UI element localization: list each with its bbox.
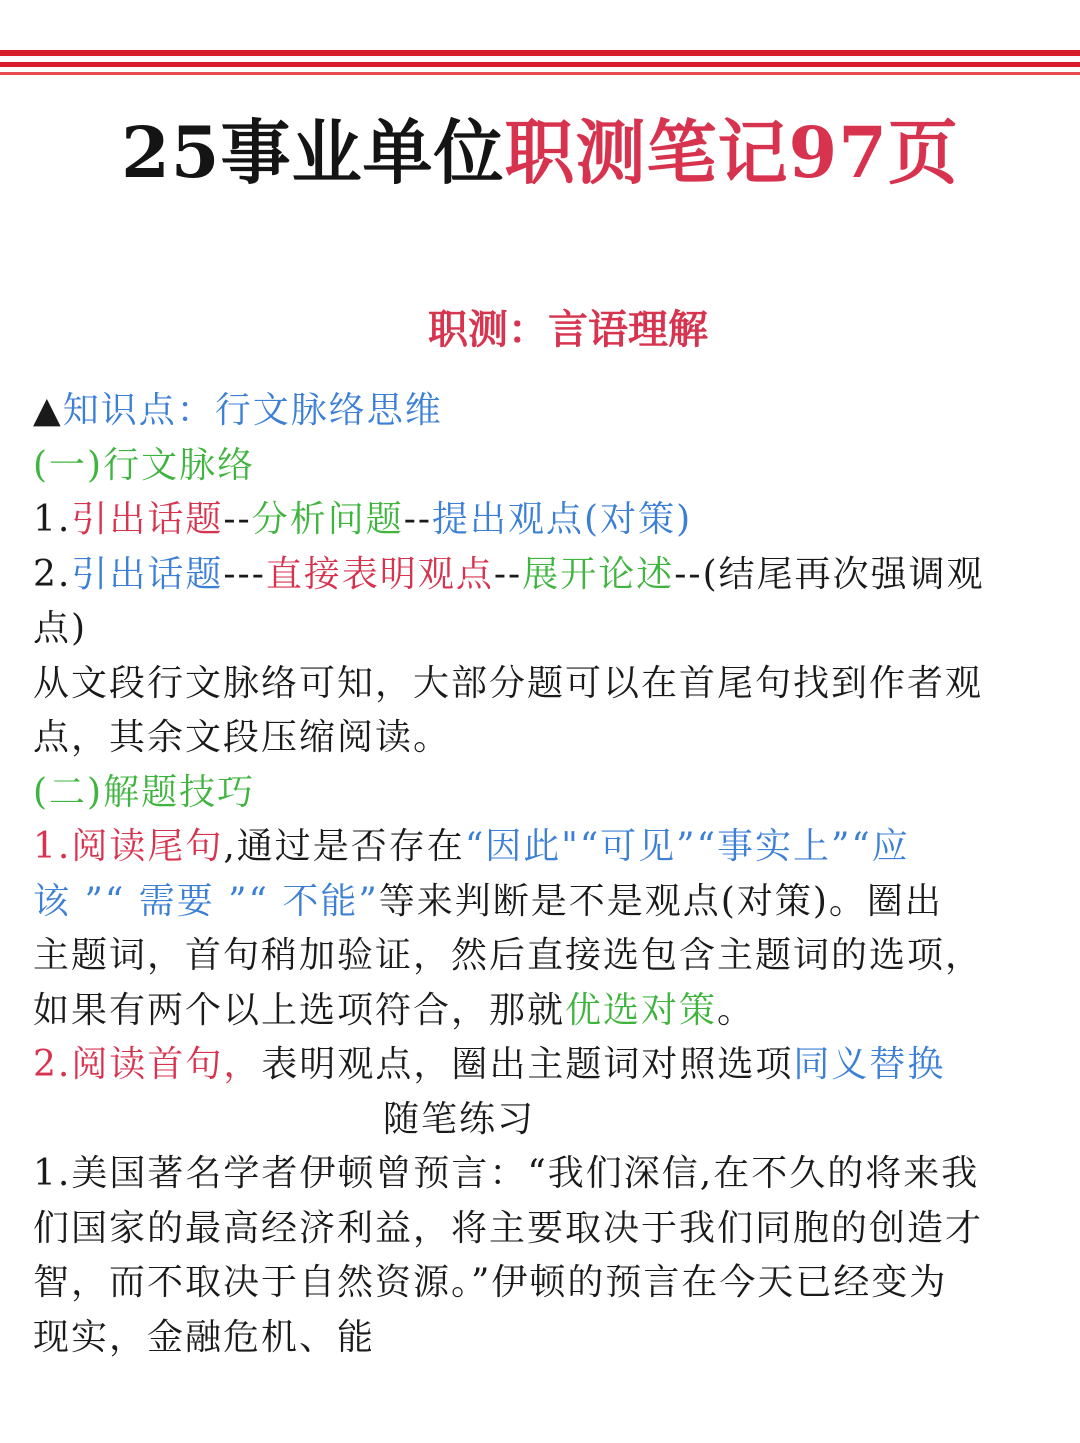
step-state-view: 直接表明观点	[265, 553, 494, 595]
tip2-lead: 2.阅读首句，	[33, 1044, 262, 1085]
tip1-line4	[33, 984, 1048, 1039]
practice-text-line: 智，而不取决于自然资源。”伊顿的预言在今天已经变为	[33, 1262, 948, 1303]
tip1-line2	[33, 875, 1048, 930]
note-content	[33, 384, 1048, 1365]
section1-heading: (一)行文脉络	[33, 444, 256, 486]
tip1-text: ,通过是否存在	[223, 826, 465, 867]
separator: --	[403, 499, 433, 540]
tip1-text: 等来判断是不是观点(对策)。圈出	[378, 880, 943, 922]
summary-line: 点，其余文段压缩阅读。	[33, 717, 452, 758]
top-red-bar	[0, 72, 1080, 75]
section2-heading: (二)解题技巧	[33, 771, 256, 813]
top-red-bar	[0, 50, 1080, 56]
knowledge-point-line	[33, 384, 1048, 439]
tip1-text: 。	[717, 989, 756, 1031]
structure-item-2	[33, 548, 1048, 603]
tip1-keywords: “因此"“可见”“事实上”“应	[464, 826, 910, 867]
page-title	[0, 108, 1080, 198]
tip1-line1	[33, 820, 1048, 875]
practice-text-line: 1.美国著名学者伊顿曾预言：“我们深信,在不久的将来我	[33, 1153, 980, 1194]
tip1-line3: 主题词，首句稍加验证，然后直接选包含主题词的选项，	[33, 935, 984, 976]
tip1-keywords: 该 ”“ 需要 ”“ 不能”	[33, 880, 379, 922]
tip1-lead: 1.阅读尾句	[33, 826, 224, 867]
summary-line: 从文段行文脉络可知，大部分题可以在首尾句找到作者观	[33, 662, 984, 704]
practice-text-line: 们国家的最高经济利益，将主要取决于我们同胞的创造才	[33, 1207, 984, 1249]
triangle-marker-icon: ▲	[33, 390, 63, 431]
tip2-keyword: 同义替换	[793, 1044, 946, 1085]
step-propose-view: 提出观点(对策)	[432, 499, 693, 540]
step-elaborate: 展开论述	[522, 553, 675, 595]
step-conclusion: --(结尾再次强调观	[674, 553, 985, 595]
practice-text-line: 现实，金融危机、能	[33, 1316, 376, 1358]
separator: --	[223, 499, 252, 540]
section-subtitle: 职测：言语理解	[428, 306, 708, 353]
knowledge-point-text: 知识点：行文脉络思维	[62, 390, 443, 431]
step-introduce-topic: 引出话题	[71, 499, 224, 540]
structure-item-1	[33, 493, 1048, 548]
separator: ---	[223, 553, 266, 595]
item-number: 2.	[33, 553, 72, 595]
tip1-highlight: 优选对策	[565, 989, 718, 1031]
step-analyze-problem: 分析问题	[251, 499, 404, 540]
practice-heading: 随笔练习	[383, 1098, 536, 1140]
top-decorative-bars	[0, 50, 1080, 78]
title-red-part: 职测笔记97页	[504, 111, 959, 194]
step-introduce-topic: 引出话题	[71, 553, 224, 595]
item-number: 1.	[33, 499, 72, 540]
tip2-line	[33, 1038, 1048, 1093]
separator: --	[493, 553, 523, 595]
top-red-bar	[0, 62, 1080, 67]
structure-item-2-cont: 点)	[33, 608, 88, 649]
title-dark-part: 25事业单位	[121, 111, 505, 194]
tip1-text: 如果有两个以上选项符合，那就	[33, 989, 566, 1031]
tip2-text: 表明观点，圈出主题词对照选项	[261, 1044, 794, 1085]
